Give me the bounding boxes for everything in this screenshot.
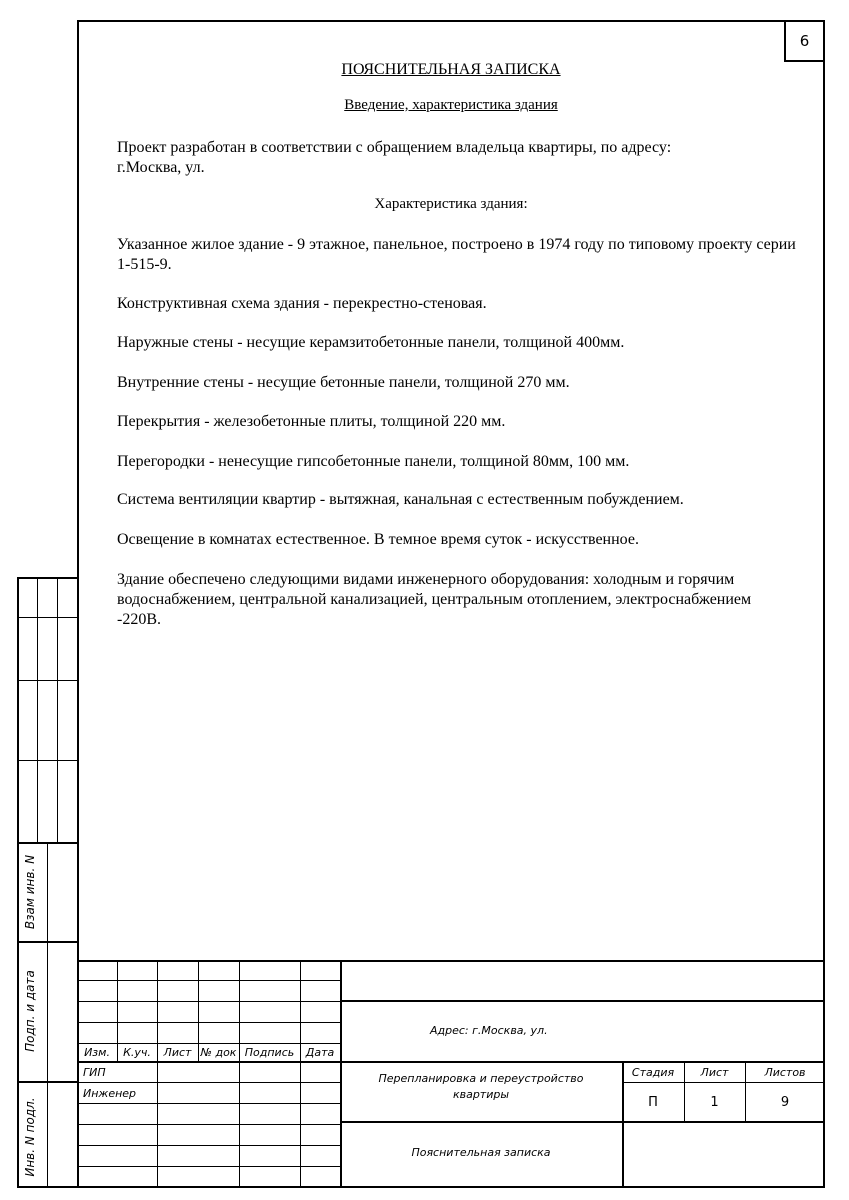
page-number: 6 [784,20,825,62]
sheets-label: Листов [764,1066,806,1079]
document-name: Пояснительная записка [411,1146,551,1159]
paragraph-ventilation: Система вентиляции квартир - вытяжная, канальная с естественным побуждением. [117,491,684,508]
sheet-value: 1 [710,1095,719,1110]
paragraph-partitions: Перегородки - ненесущие гипсобетонные панели, толщиной 80мм, 100 мм. [117,453,630,470]
project-name-line-1: Перепланировка и переустройство [378,1072,584,1085]
stamp-inv-label: Инв. N подл. [23,1097,37,1177]
paragraph-building: Указанное жилое здание - 9 этажное, панельное, построено в 1974 году по типовому проекту серии 1-515-9. [117,236,796,273]
stage-value: П [648,1095,658,1110]
intro-line-1: Проект разработан в соответствии с обращением владельца квартиры, по адресу: [117,139,672,156]
role-gip: ГИП [83,1066,106,1079]
document-subtitle: Введение, характеристика здания [344,97,558,113]
sheets-value: 9 [780,1095,790,1110]
intro-line-2: г.Москва, ул. [117,159,205,176]
project-name-line-2: квартиры [452,1088,510,1101]
stage-label: Стадия [631,1066,675,1079]
header-doc-number: № док [200,1046,237,1059]
header-signature: Подпись [244,1046,295,1059]
section-heading: Характеристика здания: [374,196,528,212]
paragraph-floors: Перекрытия - железобетонные плиты, толщиной 220 мм. [117,413,506,430]
address-field: Адрес: г.Москва, ул. [430,1024,548,1037]
paragraph-outer-walls: Наружные стены - несущие керамзитобетонные панели, толщиной 400мм. [117,334,625,351]
header-kuch: К.уч. [123,1046,151,1059]
paragraph-engineering: Здание обеспечено следующими видами инженерного оборудования: холодным и горячим водоснабжением, центральной канализацией, центральным отоплением, электроснабжением -220В. [117,571,752,628]
stamp-podp-label: Подп. и дата [23,970,37,1052]
header-list: Лист [163,1046,192,1059]
document-title: ПОЯСНИТЕЛЬНАЯ ЗАПИСКА [341,61,561,78]
header-izm: Изм. [84,1046,110,1059]
paragraph-scheme: Конструктивная схема здания - перекрестно-стеновая. [117,295,487,312]
role-engineer: Инженер [83,1087,137,1100]
paragraph-lighting: Освещение в комнатах естественное. В темное время суток - искусственное. [117,531,639,548]
stamp-vzam-label: Взам инв. N [23,854,37,930]
header-date: Дата [305,1046,335,1059]
sheet-label: Лист [700,1066,729,1079]
paragraph-inner-walls: Внутренние стены - несущие бетонные панели, толщиной 270 мм. [117,374,570,391]
